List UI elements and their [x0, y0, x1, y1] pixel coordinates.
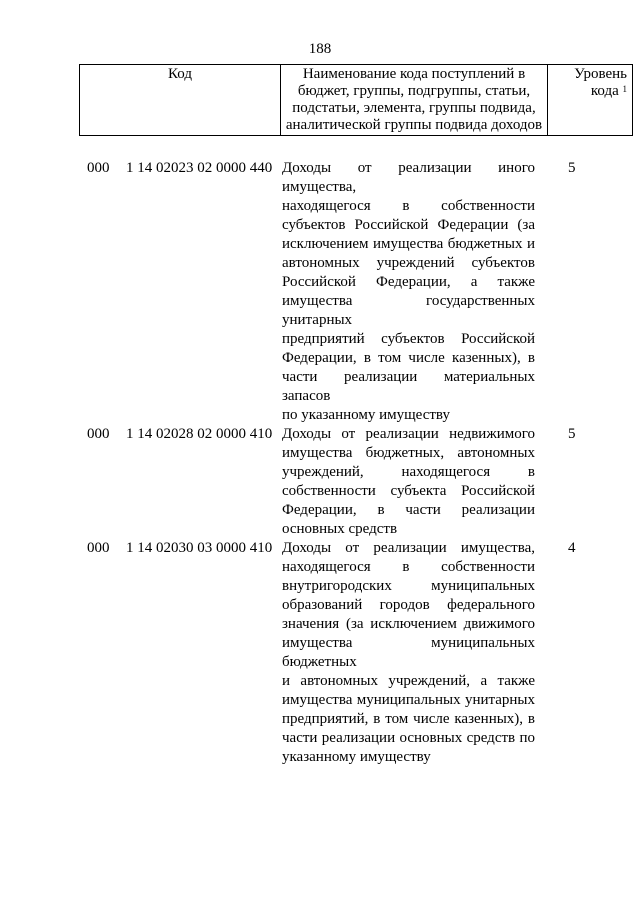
income-name-line: учреждений, находящегося в — [282, 464, 535, 480]
income-name-line: и автономных учреждений, а также — [282, 673, 535, 689]
header-name: Наименование кода поступлений в бюджет, группы, подгруппы, статьи, подстатьи, элемента, группы подвида, аналитической группы подвида доходов — [281, 65, 548, 136]
income-name-line: Федерации, в части реализации — [282, 502, 535, 518]
table-body — [0, 159, 640, 767]
income-name-line: Доходы от реализации недвижимого — [282, 426, 535, 442]
footnote-marker: 1 — [622, 84, 627, 94]
income-name-line: Доходы от реализации иного имущества, — [282, 160, 535, 195]
header-code: Код — [80, 65, 281, 136]
income-name — [282, 425, 535, 539]
table-row — [0, 425, 640, 539]
code-level: 4 — [568, 540, 576, 556]
income-name — [282, 539, 535, 767]
income-name-line: исключением имущества бюджетных и — [282, 236, 535, 252]
income-name-line: находящегося в собственности — [282, 559, 535, 575]
table-row — [0, 159, 640, 425]
income-name-line: основных средств — [282, 521, 398, 537]
income-name-line: имущества бюджетных, автономных — [282, 445, 535, 461]
income-name-line: по указанному имуществу — [282, 407, 450, 423]
code-level: 5 — [568, 426, 576, 442]
header-level-word: Уровень — [574, 66, 627, 82]
income-name-line: части реализации материальных запасов — [282, 369, 535, 404]
income-name-line: собственности субъекта Российской — [282, 483, 535, 499]
income-name-line: имущества муниципальных унитарных — [282, 692, 535, 708]
table-header — [79, 64, 633, 136]
income-name-line: имущества муниципальных бюджетных — [282, 635, 535, 670]
income-name-line: Доходы от реализации имущества, — [282, 540, 535, 556]
income-name-line: указанному имуществу — [282, 749, 431, 765]
income-name-line: имущества государственных унитарных — [282, 293, 535, 328]
income-name-line: Федерации, в том числе казенных), в — [282, 350, 535, 366]
table-row — [0, 539, 640, 767]
income-name-line: предприятий, в том числе казенных), в — [282, 711, 535, 727]
income-name-line: значения (за исключением движимого — [282, 616, 535, 632]
income-name-line: образований городов федерального — [282, 597, 535, 613]
income-name-line: внутригородских муниципальных — [282, 578, 535, 594]
header-level-word: кода — [590, 83, 619, 99]
income-name-line: Российской Федерации, а также — [282, 274, 535, 290]
header-level — [548, 65, 633, 136]
income-name-line: предприятий субъектов Российской — [282, 331, 535, 347]
income-name-line: автономных учреждений субъектов — [282, 255, 535, 271]
header-level-label — [574, 66, 627, 99]
admin-code: 000 — [87, 160, 110, 176]
income-name-line: субъектов Российской Федерации (за — [282, 217, 535, 233]
income-code: 1 14 02028 02 0000 410 — [126, 426, 273, 442]
page-number: 188 — [308, 41, 332, 57]
code-level: 5 — [568, 160, 576, 176]
income-code: 1 14 02030 03 0000 410 — [126, 540, 273, 556]
income-code: 1 14 02023 02 0000 440 — [126, 160, 273, 176]
admin-code: 000 — [87, 426, 110, 442]
income-name-line: находящегося в собственности — [282, 198, 535, 214]
admin-code: 000 — [87, 540, 110, 556]
income-name — [282, 159, 535, 425]
income-name-line: части реализации основных средств по — [282, 730, 535, 746]
